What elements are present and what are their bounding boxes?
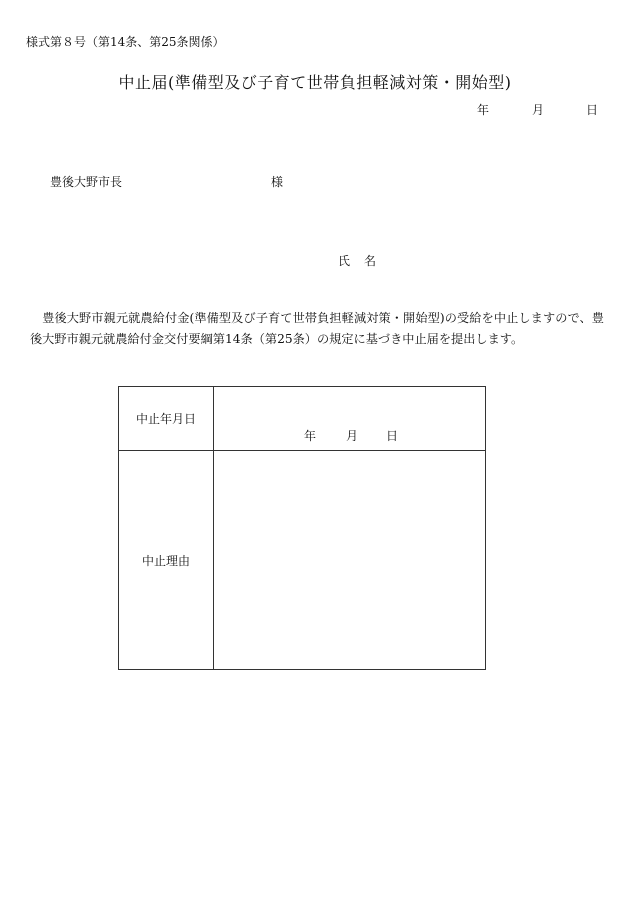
cancel-date-field[interactable]	[214, 387, 486, 451]
cancel-date-day: 日	[386, 429, 399, 443]
addressee: 豊後大野市長	[50, 175, 123, 189]
date-day-label: 日	[586, 103, 599, 117]
form-number: 様式第８号（第14条、第25条関係）	[26, 35, 225, 49]
name-label: 氏名	[338, 254, 391, 268]
cancel-reason-label: 中止理由	[119, 451, 214, 670]
body-text: 豊後大野市親元就農給付金(準備型及び子育て世帯負担軽減対策・開始型)の受給を中止しますので、豊後大野市親元就農給付金交付要綱第14条（第25条）の規定に基づき中止届を提出します。	[30, 311, 604, 346]
cancel-date-year: 年	[304, 429, 317, 443]
cancel-date-label: 中止年月日	[119, 387, 214, 451]
table-row-date	[119, 387, 486, 451]
cancel-date-month: 月	[346, 429, 359, 443]
cancellation-table	[118, 386, 486, 670]
date-year-label: 年	[477, 103, 490, 117]
cancel-reason-field[interactable]	[214, 451, 486, 670]
honorific: 様	[271, 175, 284, 189]
date-month-label: 月	[532, 103, 545, 117]
table-row-reason	[119, 451, 486, 670]
page-title: 中止届(準備型及び子育て世帯負担軽減対策・開始型)	[118, 73, 512, 92]
